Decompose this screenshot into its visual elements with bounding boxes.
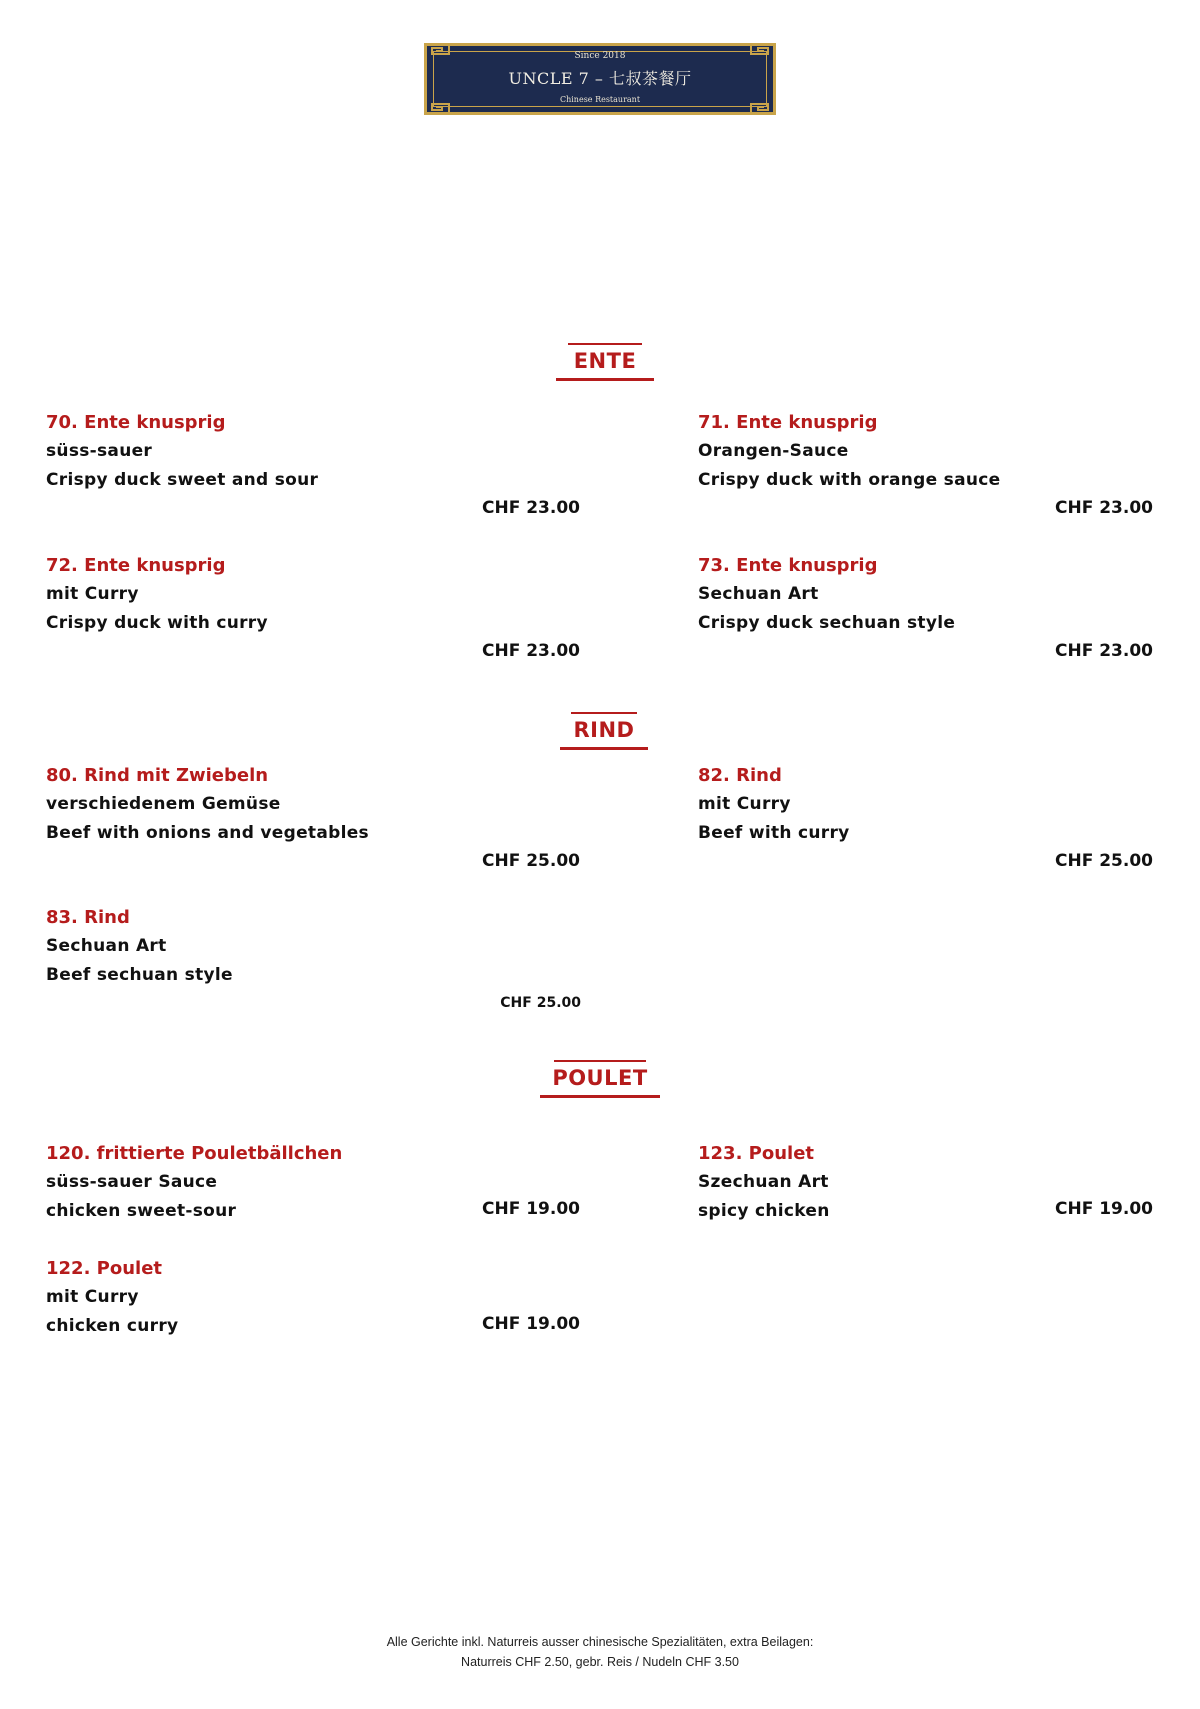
dish-title: 82. Rind — [698, 765, 782, 786]
dish-title: 122. Poulet — [46, 1258, 163, 1279]
dish-description-en: Crispy duck with orange sauce — [698, 470, 1001, 490]
dish-description-de: mit Curry — [698, 794, 791, 814]
dish-title: 72. Ente knusprig — [46, 555, 226, 576]
menu-item-70 — [46, 409, 606, 495]
section-heading-ente — [556, 349, 654, 373]
dish-price: CHF 23.00 — [481, 498, 580, 518]
dish-description-en: Beef with curry — [698, 823, 850, 843]
dish-price: CHF 23.00 — [481, 641, 580, 661]
dish-description-de: Orangen-Sauce — [698, 441, 849, 461]
section-title-text: POULET — [552, 1066, 648, 1090]
dish-description-de: mit Curry — [46, 584, 139, 604]
heading-rule — [568, 343, 643, 345]
heading-rule — [571, 712, 638, 714]
dish-description-en: chicken sweet-sour — [46, 1201, 237, 1221]
dish-price: CHF 19.00 — [481, 1314, 580, 1334]
dish-description-de: Szechuan Art — [698, 1172, 829, 1192]
menu-item-82 — [698, 762, 1200, 848]
fret-ornament-icon — [424, 103, 450, 115]
dish-price: CHF 19.00 — [1054, 1199, 1153, 1219]
dish-price: CHF 19.00 — [481, 1199, 580, 1219]
footer-line-2: Naturreis CHF 2.50, gebr. Reis / Nudeln CHF 3.50 — [461, 1655, 739, 1669]
dish-title: 80. Rind mit Zwiebeln — [46, 765, 269, 786]
logo-since: Since 2018 — [574, 51, 626, 61]
logo-name: UNCLE 7 – 七叔茶餐厅 — [508, 69, 692, 88]
dish-description-en: Crispy duck sechuan style — [698, 613, 956, 633]
section-title-text: ENTE — [573, 349, 637, 373]
heading-rule — [540, 1095, 660, 1098]
dish-title: 73. Ente knusprig — [698, 555, 878, 576]
restaurant-logo — [424, 43, 776, 115]
dish-description-en: Crispy duck with curry — [46, 613, 268, 633]
dish-description-de: verschiedenem Gemüse — [46, 794, 281, 814]
section-title-text: RIND — [573, 718, 635, 742]
dish-price: CHF 25.00 — [500, 995, 581, 1011]
dish-title: 123. Poulet — [698, 1143, 815, 1164]
heading-rule — [554, 1060, 645, 1062]
dish-description-en: Beef sechuan style — [46, 965, 233, 985]
section-heading-poulet — [540, 1066, 660, 1090]
dish-price: CHF 25.00 — [481, 851, 580, 871]
dish-description-en: Beef with onions and vegetables — [46, 823, 369, 843]
heading-rule — [556, 378, 654, 381]
dish-price: CHF 25.00 — [1054, 851, 1153, 871]
dish-description-en: chicken curry — [46, 1316, 179, 1336]
dish-price: CHF 23.00 — [1054, 498, 1153, 518]
menu-item-80 — [46, 762, 606, 848]
menu-item-73 — [698, 552, 1200, 638]
dish-price: CHF 23.00 — [1054, 641, 1153, 661]
dish-description-de: süss-sauer Sauce — [46, 1172, 218, 1192]
dish-description-de: süss-sauer — [46, 441, 153, 461]
dish-title: 120. frittierte Pouletbällchen — [46, 1143, 343, 1164]
dish-description-de: Sechuan Art — [698, 584, 819, 604]
dish-description-en: spicy chicken — [698, 1201, 830, 1221]
logo-subtitle: Chinese Restaurant — [559, 95, 641, 104]
heading-rule — [560, 747, 648, 750]
side-dishes-note — [0, 1632, 1200, 1672]
menu-item-71 — [698, 409, 1200, 495]
fret-ornament-icon — [750, 103, 776, 115]
dish-description-en: Crispy duck sweet and sour — [46, 470, 319, 490]
dish-title: 70. Ente knusprig — [46, 412, 226, 433]
dish-title: 83. Rind — [46, 907, 130, 928]
dish-title: 71. Ente knusprig — [698, 412, 878, 433]
dish-description-de: mit Curry — [46, 1287, 139, 1307]
menu-item-83 — [46, 904, 606, 990]
footer-line-1: Alle Gerichte inkl. Naturreis ausser chinesische Spezialitäten, extra Beilagen: — [386, 1635, 814, 1649]
menu-item-72 — [46, 552, 606, 638]
section-heading-rind — [560, 718, 648, 742]
dish-description-de: Sechuan Art — [46, 936, 167, 956]
